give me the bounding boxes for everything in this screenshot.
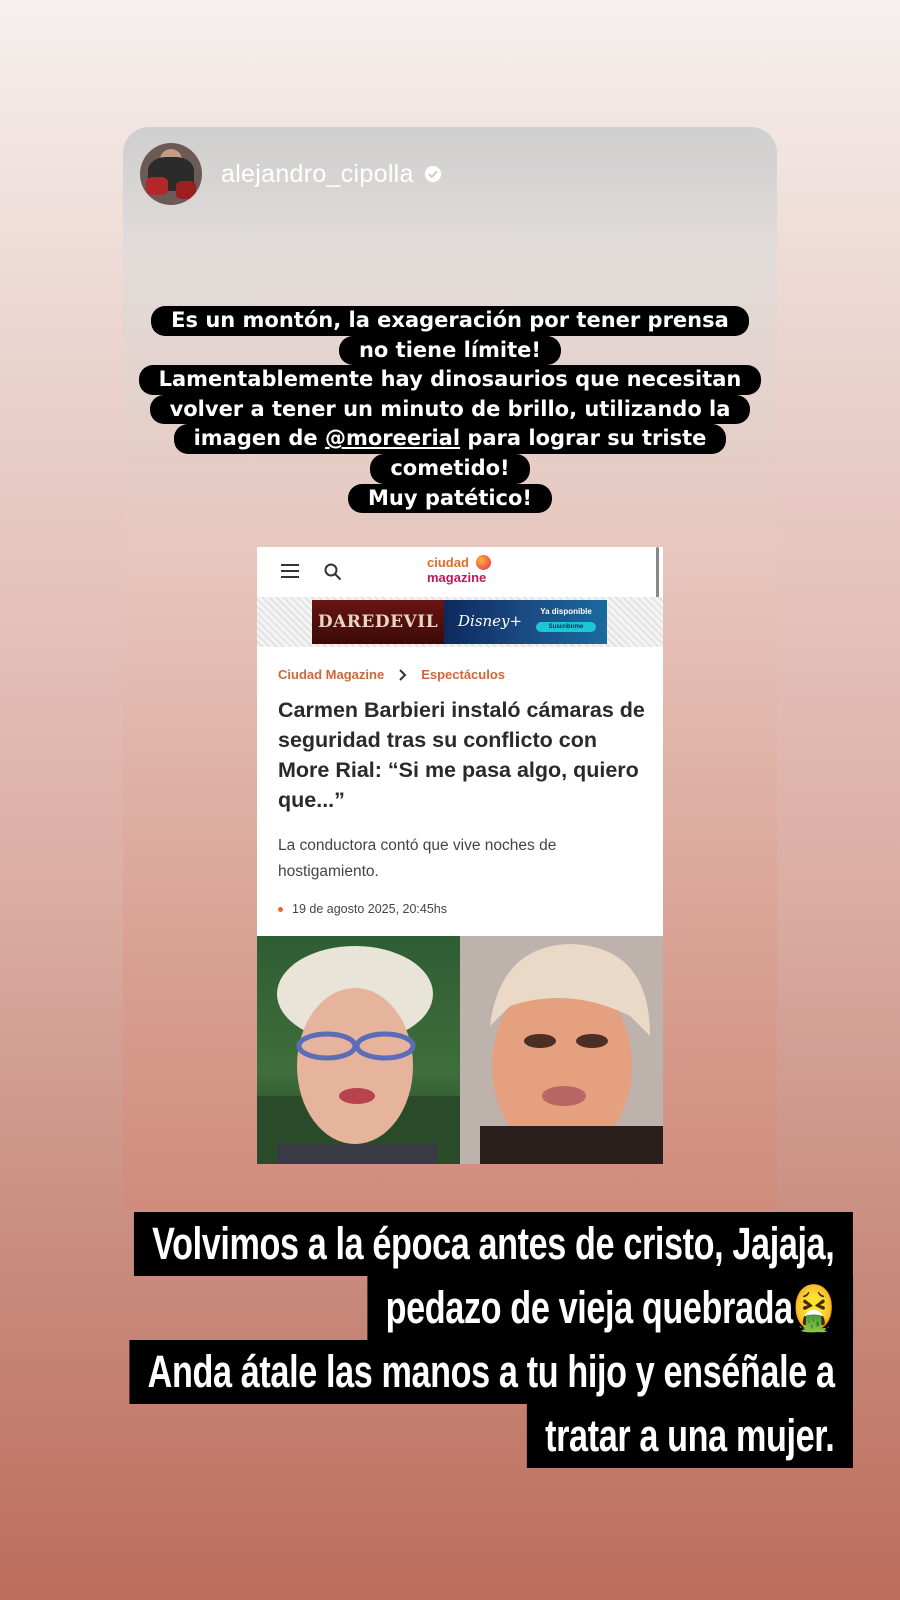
article-photo <box>257 936 663 1164</box>
bottom-caption-line: pedazo de vieja quebrada🤮 <box>367 1276 853 1340</box>
bottom-caption-line: tratar a una mujer. <box>527 1404 853 1468</box>
bottom-caption-line: Volvimos a la época antes de cristo, Jajaja, <box>134 1212 853 1276</box>
caption-line: Lamentablemente hay dinosaurios que necesitan <box>139 365 762 395</box>
breadcrumb <box>278 667 505 682</box>
article-date: 19 de agosto 2025, 20:45hs <box>278 902 447 916</box>
article-title[interactable]: Carmen Barbieri instaló cámaras de seguridad tras su conflicto con More Rial: “Si me pasa algo, quiero que...” <box>278 698 645 812</box>
caption-line: no tiene límite! <box>339 336 561 366</box>
menu-icon[interactable] <box>281 564 299 578</box>
article-screenshot[interactable] <box>257 547 663 1164</box>
ad-banner-strip <box>257 597 663 647</box>
article-topbar <box>257 547 663 595</box>
story-header <box>140 143 442 205</box>
chevron-right-icon <box>398 669 407 681</box>
logo-dot-icon <box>476 555 491 570</box>
username[interactable]: alejandro_cipolla <box>221 159 414 188</box>
bottom-caption <box>0 1212 853 1468</box>
caption-line: volver a tener un minuto de brillo, utilizando la <box>150 395 751 425</box>
bottom-caption-line: Anda átale las manos a tu hijo y enséñale a <box>130 1340 853 1404</box>
caption-line: Es un montón, la exageración por tener prensa <box>151 306 749 336</box>
caption-line: cometido! <box>370 454 529 484</box>
ad-cta-button[interactable]: Suscribirme <box>536 622 596 632</box>
ad-brand: Disney+ <box>458 612 523 630</box>
bullet-icon <box>278 907 283 912</box>
ad-banner[interactable] <box>312 600 607 644</box>
ad-available: Ya disponible <box>540 607 592 616</box>
article-subtitle: La conductora contó que vive noches de hostigamiento. <box>278 837 557 880</box>
site-logo[interactable]: ciudad magazine <box>427 553 497 589</box>
caption-line-mention: imagen de @moreerial para lograr su triste <box>174 424 727 454</box>
caption-line: Muy patético! <box>348 484 552 514</box>
caption-text <box>123 306 777 513</box>
photo-right <box>460 936 663 1164</box>
mention-link[interactable]: @moreerial <box>324 426 461 451</box>
breadcrumb-item[interactable]: Espectáculos <box>421 667 506 682</box>
breadcrumb-item[interactable]: Ciudad Magazine <box>278 667 385 682</box>
search-icon[interactable] <box>324 563 342 581</box>
ad-title: DAREDEVIL <box>312 600 444 644</box>
photo-left <box>257 936 460 1164</box>
avatar[interactable] <box>140 143 202 205</box>
verified-badge-icon <box>424 165 442 183</box>
